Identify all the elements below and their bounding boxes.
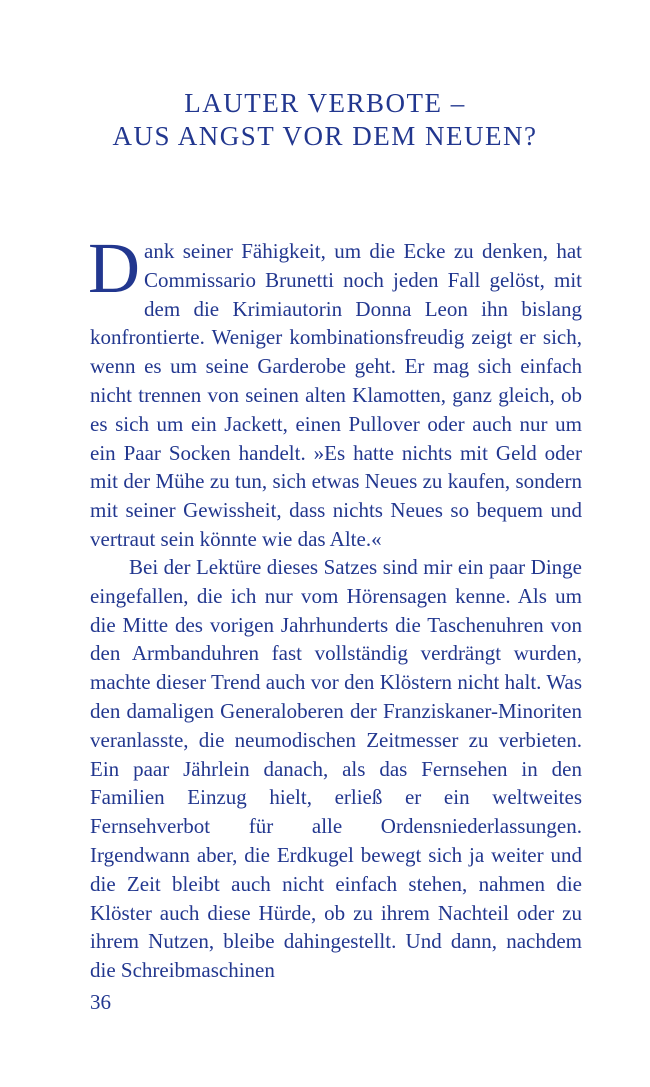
paragraph-2: Bei der Lektüre dieses Satzes sind mir ein paar Dinge eingefallen, die ich nur vom Hörensagen kenne. Als um die Mitte des vorigen Jahrhunderts die Taschenuhren von den Armbanduhren fast vollständig verdrängt wurden, machte dieser Trend auch vor den Klöstern nicht halt. Was den damaligen Generaloberen der Franziskaner-Minoriten veranlasste, die neumodischen Zeitmesser zu verbieten. Ein paar Jährlein danach, als das Fernsehen in den Familien Einzug hielt, erließ er ein weltweites Fernsehverbot für alle Ordensniederlassungen. Irgendwann aber, die Erdkugel bewegt sich ja weiter und die Zeit bleibt auch nicht einfach stehen, nahmen die Klöster auch diese Hürde, ob zu ihrem Nachteil oder zu ihrem Nutzen, bleibe dahingestellt. Und dann, nachdem die Schreibmaschinen [90,555,582,983]
paragraph-1 [88,228,582,554]
chapter-title-line-2: AUS ANGST VOR DEM NEUEN? [112,121,538,151]
chapter-title-line-1: LAUTER VERBOTE – [184,88,466,118]
page-number: 36 [90,990,111,1014]
paragraph-1-text: ank seiner Fähigkeit, um die Ecke zu denken, hat Commissario Brunetti noch jeden Fall gelöst, mit dem die Krimiautorin Donna Leon ihn bislang konfrontierte. Weniger kombinationsfreudig zeigt er sich, wenn es um seine Garderobe geht. Er mag sich einfach nicht trennen von seinen alten Klamotten, ganz gleich, ob es sich um ein Jackett, einen Pullover oder auch nur um ein Paar Socken handelt. »Es hatte nichts mit Geld oder mit der Mühe zu tun, sich etwas Neues zu kaufen, sondern mit seiner Gewissheit, dass nichts Neues so bequem und vertraut sein könnte wie das Alte.« [90,239,582,551]
drop-cap: D [88,228,140,308]
